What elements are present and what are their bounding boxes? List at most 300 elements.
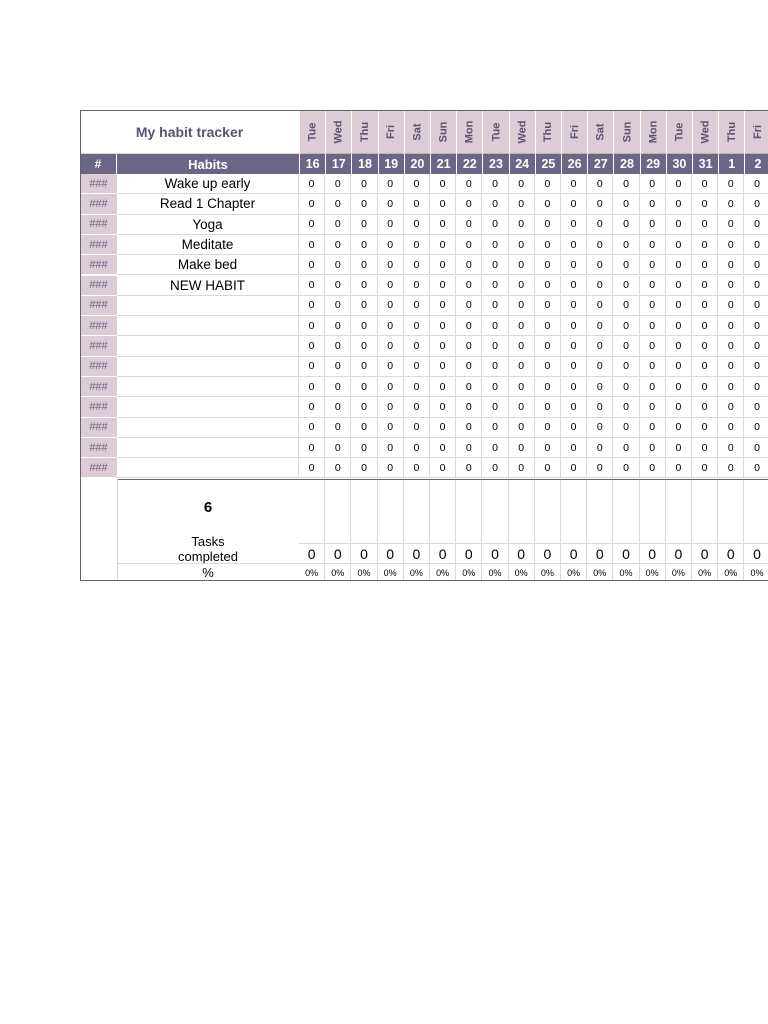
habit-check-cell[interactable]: 0	[351, 235, 377, 255]
habit-check-cell[interactable]: 0	[561, 316, 587, 336]
habit-check-cell[interactable]: 0	[640, 357, 666, 377]
habit-check-cell[interactable]: 0	[692, 174, 718, 194]
tasks-completed-value: 0	[456, 543, 482, 564]
habit-check-cell[interactable]: 0	[456, 215, 482, 235]
habit-check-cell[interactable]: 0	[666, 438, 692, 458]
habit-check-cell[interactable]: 0	[351, 316, 377, 336]
habit-name-cell[interactable]: Yoga	[117, 215, 299, 235]
habit-check-cell[interactable]: 0	[509, 194, 535, 214]
habit-check-cell[interactable]: 0	[744, 377, 768, 397]
habit-check-cell[interactable]: 0	[482, 397, 508, 417]
habit-check-cell[interactable]: 0	[587, 235, 613, 255]
habit-check-cell[interactable]: 0	[587, 194, 613, 214]
habit-check-cell[interactable]: 0	[561, 235, 587, 255]
habit-check-cell[interactable]: 0	[482, 418, 508, 438]
habit-check-cell[interactable]: 0	[378, 194, 404, 214]
habit-check-cell[interactable]: 0	[718, 296, 744, 316]
habit-check-cell[interactable]: 0	[482, 316, 508, 336]
habit-check-cell[interactable]: 0	[666, 336, 692, 356]
habit-check-cell[interactable]: 0	[378, 397, 404, 417]
habit-check-cell[interactable]: 0	[509, 215, 535, 235]
habit-check-cell[interactable]: 0	[299, 357, 325, 377]
habit-check-cell[interactable]: 0	[640, 235, 666, 255]
habit-check-cell[interactable]: 0	[351, 296, 377, 316]
habit-check-cell[interactable]: 0	[430, 438, 456, 458]
habit-check-cell[interactable]: 0	[509, 418, 535, 438]
habit-check-cell[interactable]: 0	[482, 255, 508, 275]
habit-check-cell[interactable]: 0	[456, 458, 482, 478]
tasks-completed-value: 0	[482, 543, 508, 564]
row-number-cell: ###	[80, 316, 117, 336]
habit-check-cell[interactable]: 0	[430, 397, 456, 417]
tasks-completed-value: 0	[351, 543, 377, 564]
habit-check-cell[interactable]: 0	[613, 235, 639, 255]
habit-name-cell[interactable]: Make bed	[117, 255, 299, 275]
habit-check-cell[interactable]: 0	[640, 276, 666, 296]
habit-check-cell[interactable]: 0	[666, 235, 692, 255]
habit-check-cell[interactable]: 0	[744, 438, 768, 458]
habit-check-cell[interactable]: 0	[404, 418, 430, 438]
habit-check-cell[interactable]: 0	[482, 194, 508, 214]
habit-check-cell[interactable]: 0	[378, 215, 404, 235]
habit-check-cell[interactable]: 0	[299, 336, 325, 356]
percent-value: 0%	[718, 564, 744, 581]
habit-check-cell[interactable]: 0	[430, 174, 456, 194]
habit-check-cell[interactable]: 0	[456, 235, 482, 255]
habit-check-cell[interactable]: 0	[404, 397, 430, 417]
habit-check-cell[interactable]: 0	[404, 174, 430, 194]
habit-check-cell[interactable]: 0	[561, 276, 587, 296]
habit-check-cell[interactable]: 0	[456, 377, 482, 397]
habit-check-cell[interactable]: 0	[640, 194, 666, 214]
habit-check-cell[interactable]: 0	[613, 194, 639, 214]
habit-check-cell[interactable]: 0	[482, 276, 508, 296]
habit-check-cell[interactable]: 0	[718, 174, 744, 194]
habit-check-cell[interactable]: 0	[744, 235, 768, 255]
habit-check-cell[interactable]: 0	[299, 255, 325, 275]
habit-check-cell[interactable]: 0	[456, 255, 482, 275]
habit-check-cell[interactable]: 0	[535, 235, 561, 255]
habit-check-cell[interactable]: 0	[430, 336, 456, 356]
habit-check-cell[interactable]: 0	[640, 418, 666, 438]
habit-check-cell[interactable]: 0	[587, 215, 613, 235]
habit-check-cell[interactable]: 0	[561, 458, 587, 478]
habit-check-cell[interactable]: 0	[718, 458, 744, 478]
habit-check-cell[interactable]: 0	[430, 255, 456, 275]
habit-check-cell[interactable]: 0	[718, 316, 744, 336]
habit-check-cell[interactable]: 0	[666, 316, 692, 336]
habit-check-cell[interactable]: 0	[325, 194, 351, 214]
habit-check-cell[interactable]: 0	[587, 296, 613, 316]
habit-check-cell[interactable]: 0	[535, 418, 561, 438]
habit-check-cell[interactable]: 0	[640, 255, 666, 275]
habit-check-cell[interactable]: 0	[351, 357, 377, 377]
habit-check-cell[interactable]: 0	[430, 215, 456, 235]
habit-check-cell[interactable]: 0	[692, 194, 718, 214]
habit-check-cell[interactable]: 0	[561, 336, 587, 356]
habit-check-cell[interactable]: 0	[561, 438, 587, 458]
habit-check-cell[interactable]: 0	[299, 438, 325, 458]
habit-check-cell[interactable]: 0	[744, 215, 768, 235]
habit-check-cell[interactable]: 0	[561, 296, 587, 316]
habit-check-cell[interactable]: 0	[666, 458, 692, 478]
day-number-header: 1	[718, 154, 744, 174]
habit-check-cell[interactable]: 0	[482, 377, 508, 397]
habit-check-cell[interactable]: 0	[299, 276, 325, 296]
habit-check-cell[interactable]: 0	[325, 174, 351, 194]
habit-check-cell[interactable]: 0	[430, 458, 456, 478]
day-number-header: 29	[640, 154, 666, 174]
habit-check-cell[interactable]: 0	[325, 336, 351, 356]
habit-check-cell[interactable]: 0	[692, 458, 718, 478]
habit-check-cell[interactable]: 0	[718, 438, 744, 458]
habit-check-cell[interactable]: 0	[613, 458, 639, 478]
habit-check-cell[interactable]: 0	[482, 235, 508, 255]
habit-check-cell[interactable]: 0	[692, 418, 718, 438]
habit-check-cell[interactable]: 0	[692, 215, 718, 235]
habit-check-cell[interactable]: 0	[509, 377, 535, 397]
habit-check-cell[interactable]: 0	[404, 377, 430, 397]
habit-check-cell[interactable]: 0	[535, 316, 561, 336]
habit-check-cell[interactable]: 0	[692, 316, 718, 336]
habit-check-cell[interactable]: 0	[640, 215, 666, 235]
habit-check-cell[interactable]: 0	[509, 336, 535, 356]
habit-check-cell[interactable]: 0	[535, 377, 561, 397]
habit-check-cell[interactable]: 0	[351, 458, 377, 478]
habit-check-cell[interactable]: 0	[692, 397, 718, 417]
habit-check-cell[interactable]: 0	[430, 418, 456, 438]
row-number-cell: ###	[80, 215, 117, 235]
habit-check-cell[interactable]: 0	[744, 255, 768, 275]
habit-check-cell[interactable]: 0	[456, 418, 482, 438]
habit-check-cell[interactable]: 0	[640, 296, 666, 316]
habit-check-cell[interactable]: 0	[744, 336, 768, 356]
habit-check-cell[interactable]: 0	[325, 215, 351, 235]
habit-check-cell[interactable]: 0	[378, 458, 404, 478]
habit-check-cell[interactable]: 0	[509, 296, 535, 316]
habit-check-cell[interactable]: 0	[509, 255, 535, 275]
habit-check-cell[interactable]: 0	[299, 194, 325, 214]
habit-name-cell[interactable]: Meditate	[117, 235, 299, 255]
habit-check-cell[interactable]: 0	[561, 215, 587, 235]
habit-check-cell[interactable]: 0	[744, 194, 768, 214]
habit-check-cell[interactable]: 0	[509, 458, 535, 478]
habit-check-cell[interactable]: 0	[587, 418, 613, 438]
habit-check-cell[interactable]: 0	[404, 255, 430, 275]
habit-check-cell[interactable]: 0	[509, 235, 535, 255]
habit-check-cell[interactable]: 0	[561, 255, 587, 275]
habit-check-cell[interactable]: 0	[666, 357, 692, 377]
habit-check-cell[interactable]: 0	[561, 194, 587, 214]
habit-check-cell[interactable]: 0	[299, 377, 325, 397]
percent-value: 0%	[299, 564, 325, 581]
habit-check-cell[interactable]: 0	[692, 357, 718, 377]
habit-check-cell[interactable]: 0	[351, 438, 377, 458]
habit-check-cell[interactable]: 0	[325, 255, 351, 275]
habit-check-cell[interactable]: 0	[430, 377, 456, 397]
habit-name-cell[interactable]: Read 1 Chapter	[117, 194, 299, 214]
habit-check-cell[interactable]: 0	[378, 336, 404, 356]
habit-check-cell[interactable]: 0	[692, 336, 718, 356]
habit-check-cell[interactable]: 0	[456, 336, 482, 356]
habit-check-cell[interactable]: 0	[640, 174, 666, 194]
habit-check-cell[interactable]: 0	[378, 357, 404, 377]
row-number-cell: ###	[80, 397, 117, 417]
habit-check-cell[interactable]: 0	[561, 397, 587, 417]
habit-check-cell[interactable]: 0	[482, 357, 508, 377]
habit-check-cell[interactable]: 0	[744, 174, 768, 194]
habit-check-cell[interactable]: 0	[613, 377, 639, 397]
habit-check-cell[interactable]: 0	[535, 397, 561, 417]
habit-check-cell[interactable]: 0	[378, 235, 404, 255]
habit-check-cell[interactable]: 0	[613, 174, 639, 194]
habit-check-cell[interactable]: 0	[509, 174, 535, 194]
habit-check-cell[interactable]: 0	[351, 215, 377, 235]
habit-check-cell[interactable]: 0	[535, 174, 561, 194]
habit-check-cell[interactable]: 0	[613, 296, 639, 316]
habit-check-cell[interactable]: 0	[378, 418, 404, 438]
day-name-label: Thu	[725, 121, 738, 143]
habit-check-cell[interactable]: 0	[325, 397, 351, 417]
habit-check-cell[interactable]: 0	[587, 276, 613, 296]
habit-check-cell[interactable]: 0	[587, 458, 613, 478]
habit-check-cell[interactable]: 0	[535, 215, 561, 235]
habit-check-cell[interactable]: 0	[482, 438, 508, 458]
habit-check-cell[interactable]: 0	[587, 316, 613, 336]
habit-check-cell[interactable]: 0	[587, 255, 613, 275]
row-number-cell: ###	[80, 296, 117, 316]
habit-check-cell[interactable]: 0	[430, 235, 456, 255]
row-number-cell: ###	[80, 377, 117, 397]
habit-check-cell[interactable]: 0	[718, 418, 744, 438]
habit-check-cell[interactable]: 0	[351, 255, 377, 275]
habit-check-cell[interactable]: 0	[378, 316, 404, 336]
day-name-label: Sat	[411, 123, 424, 141]
habit-check-cell[interactable]: 0	[430, 357, 456, 377]
habit-check-cell[interactable]: 0	[404, 235, 430, 255]
habit-check-cell[interactable]: 0	[744, 418, 768, 438]
habit-check-cell[interactable]: 0	[325, 357, 351, 377]
habit-check-cell[interactable]: 0	[299, 215, 325, 235]
habit-check-cell[interactable]: 0	[404, 276, 430, 296]
habit-check-cell[interactable]: 0	[404, 357, 430, 377]
habit-check-cell[interactable]: 0	[561, 174, 587, 194]
habit-check-cell[interactable]: 0	[640, 397, 666, 417]
habit-check-cell[interactable]: 0	[640, 458, 666, 478]
habit-check-cell[interactable]: 0	[718, 276, 744, 296]
habit-check-cell[interactable]: 0	[430, 194, 456, 214]
habit-check-cell[interactable]: 0	[613, 438, 639, 458]
habit-check-cell[interactable]: 0	[351, 174, 377, 194]
habit-check-cell[interactable]: 0	[666, 377, 692, 397]
habit-check-cell[interactable]: 0	[744, 316, 768, 336]
habit-check-cell[interactable]: 0	[509, 316, 535, 336]
habit-check-cell[interactable]: 0	[587, 438, 613, 458]
habit-check-cell[interactable]: 0	[561, 357, 587, 377]
habit-check-cell[interactable]: 0	[378, 296, 404, 316]
habit-check-cell[interactable]: 0	[378, 377, 404, 397]
habit-check-cell[interactable]: 0	[404, 438, 430, 458]
habit-check-cell[interactable]: 0	[692, 438, 718, 458]
habit-check-cell[interactable]: 0	[299, 397, 325, 417]
habit-check-cell[interactable]: 0	[378, 438, 404, 458]
habit-check-cell[interactable]: 0	[613, 397, 639, 417]
habit-check-cell[interactable]: 0	[325, 296, 351, 316]
habit-check-cell[interactable]: 0	[718, 235, 744, 255]
habit-check-cell[interactable]: 0	[404, 194, 430, 214]
habit-check-cell[interactable]: 0	[351, 377, 377, 397]
habit-check-cell[interactable]: 0	[692, 296, 718, 316]
habit-check-cell[interactable]: 0	[351, 418, 377, 438]
habit-check-cell[interactable]: 0	[378, 255, 404, 275]
percent-value: 0%	[482, 564, 508, 581]
habit-check-cell[interactable]: 0	[325, 276, 351, 296]
habit-check-cell[interactable]: 0	[613, 357, 639, 377]
habit-check-cell[interactable]: 0	[718, 336, 744, 356]
habit-check-cell[interactable]: 0	[299, 174, 325, 194]
habit-check-cell[interactable]: 0	[535, 194, 561, 214]
habit-check-cell[interactable]: 0	[718, 215, 744, 235]
tasks-completed-value: 0	[587, 543, 613, 564]
habit-check-cell[interactable]: 0	[666, 174, 692, 194]
habit-check-cell[interactable]: 0	[299, 418, 325, 438]
habit-check-cell[interactable]: 0	[666, 194, 692, 214]
habit-check-cell[interactable]: 0	[744, 296, 768, 316]
habit-check-cell[interactable]: 0	[692, 235, 718, 255]
habit-check-cell[interactable]: 0	[587, 174, 613, 194]
habit-check-cell[interactable]: 0	[666, 255, 692, 275]
day-number-header: 25	[535, 154, 561, 174]
habit-check-cell[interactable]: 0	[456, 194, 482, 214]
habit-check-cell[interactable]: 0	[587, 397, 613, 417]
habit-check-cell[interactable]: 0	[456, 276, 482, 296]
day-name-label: Thu	[542, 121, 555, 143]
habit-check-cell[interactable]: 0	[640, 377, 666, 397]
habit-check-cell[interactable]: 0	[299, 458, 325, 478]
habit-check-cell[interactable]: 0	[482, 336, 508, 356]
summary-count: 6	[203, 499, 213, 516]
habit-check-cell[interactable]: 0	[351, 336, 377, 356]
habit-check-cell[interactable]: 0	[744, 357, 768, 377]
habit-check-cell[interactable]: 0	[535, 276, 561, 296]
habit-check-cell[interactable]: 0	[325, 418, 351, 438]
day-name-label: Wed	[699, 120, 712, 144]
habit-check-cell[interactable]: 0	[299, 235, 325, 255]
habit-check-cell[interactable]: 0	[325, 235, 351, 255]
habit-check-cell[interactable]: 0	[666, 418, 692, 438]
habit-check-cell[interactable]: 0	[744, 276, 768, 296]
habit-check-cell[interactable]: 0	[430, 296, 456, 316]
habit-check-cell[interactable]: 0	[718, 255, 744, 275]
habit-check-cell[interactable]: 0	[482, 458, 508, 478]
habit-check-cell[interactable]: 0	[351, 276, 377, 296]
tasks-completed-value: 0	[404, 543, 430, 564]
habit-check-cell[interactable]: 0	[351, 194, 377, 214]
habit-check-cell[interactable]: 0	[325, 438, 351, 458]
percent-value: 0%	[613, 564, 639, 581]
habit-check-cell[interactable]: 0	[613, 418, 639, 438]
habit-check-cell[interactable]: 0	[351, 397, 377, 417]
habit-check-cell[interactable]: 0	[666, 397, 692, 417]
habit-check-cell[interactable]: 0	[509, 357, 535, 377]
habit-check-cell[interactable]: 0	[299, 316, 325, 336]
habit-check-cell[interactable]: 0	[640, 336, 666, 356]
habit-check-cell[interactable]: 0	[535, 438, 561, 458]
habit-check-cell[interactable]: 0	[535, 296, 561, 316]
habit-check-cell[interactable]: 0	[613, 316, 639, 336]
habit-check-cell[interactable]: 0	[692, 377, 718, 397]
habit-check-cell[interactable]: 0	[535, 255, 561, 275]
habit-check-cell[interactable]: 0	[456, 316, 482, 336]
habit-check-cell[interactable]: 0	[613, 255, 639, 275]
habit-check-cell[interactable]: 0	[613, 215, 639, 235]
habit-check-cell[interactable]: 0	[718, 194, 744, 214]
habit-check-cell[interactable]: 0	[744, 458, 768, 478]
habit-check-cell[interactable]: 0	[692, 276, 718, 296]
habit-check-cell[interactable]: 0	[509, 438, 535, 458]
habit-check-cell[interactable]: 0	[535, 458, 561, 478]
habit-check-cell[interactable]: 0	[509, 397, 535, 417]
habit-check-cell[interactable]: 0	[666, 215, 692, 235]
habit-check-cell[interactable]: 0	[325, 377, 351, 397]
habit-check-cell[interactable]: 0	[613, 336, 639, 356]
habit-check-cell[interactable]: 0	[404, 296, 430, 316]
habit-check-cell[interactable]: 0	[718, 397, 744, 417]
habit-check-cell[interactable]: 0	[640, 438, 666, 458]
habit-check-cell[interactable]: 0	[299, 296, 325, 316]
habit-check-cell[interactable]: 0	[456, 357, 482, 377]
day-name-label: Wed	[516, 120, 529, 144]
habit-check-cell[interactable]: 0	[666, 296, 692, 316]
habit-check-cell[interactable]: 0	[378, 276, 404, 296]
habit-check-cell[interactable]: 0	[587, 377, 613, 397]
habit-check-cell[interactable]: 0	[404, 336, 430, 356]
habit-check-cell[interactable]: 0	[640, 316, 666, 336]
habit-check-cell[interactable]: 0	[456, 174, 482, 194]
habit-check-cell[interactable]: 0	[718, 357, 744, 377]
day-name-label: Sun	[620, 121, 633, 143]
habit-check-cell[interactable]: 0	[482, 296, 508, 316]
habit-name-cell[interactable]: NEW HABIT	[117, 276, 299, 296]
habit-check-cell[interactable]: 0	[666, 276, 692, 296]
habit-check-cell[interactable]: 0	[561, 418, 587, 438]
habit-check-cell[interactable]: 0	[482, 174, 508, 194]
habit-check-cell[interactable]: 0	[718, 377, 744, 397]
habit-check-cell[interactable]: 0	[561, 377, 587, 397]
habit-name-cell[interactable]: Wake up early	[117, 174, 299, 194]
habit-check-cell[interactable]: 0	[482, 215, 508, 235]
habit-check-cell[interactable]: 0	[378, 174, 404, 194]
habit-check-cell[interactable]: 0	[613, 276, 639, 296]
habit-check-cell[interactable]: 0	[587, 336, 613, 356]
habit-check-cell[interactable]: 0	[430, 316, 456, 336]
habit-check-cell[interactable]: 0	[325, 316, 351, 336]
habit-check-cell[interactable]: 0	[404, 458, 430, 478]
habit-check-cell[interactable]: 0	[509, 276, 535, 296]
habit-check-cell[interactable]: 0	[404, 215, 430, 235]
habit-check-cell[interactable]: 0	[587, 357, 613, 377]
habit-check-cell[interactable]: 0	[692, 255, 718, 275]
habit-check-cell[interactable]: 0	[535, 336, 561, 356]
habit-check-cell[interactable]: 0	[325, 458, 351, 478]
habit-check-cell[interactable]: 0	[404, 316, 430, 336]
habit-check-cell[interactable]: 0	[744, 397, 768, 417]
habit-check-cell[interactable]: 0	[456, 438, 482, 458]
habit-check-cell[interactable]: 0	[456, 397, 482, 417]
habit-check-cell[interactable]: 0	[430, 276, 456, 296]
habit-check-cell[interactable]: 0	[535, 357, 561, 377]
habit-check-cell[interactable]: 0	[456, 296, 482, 316]
